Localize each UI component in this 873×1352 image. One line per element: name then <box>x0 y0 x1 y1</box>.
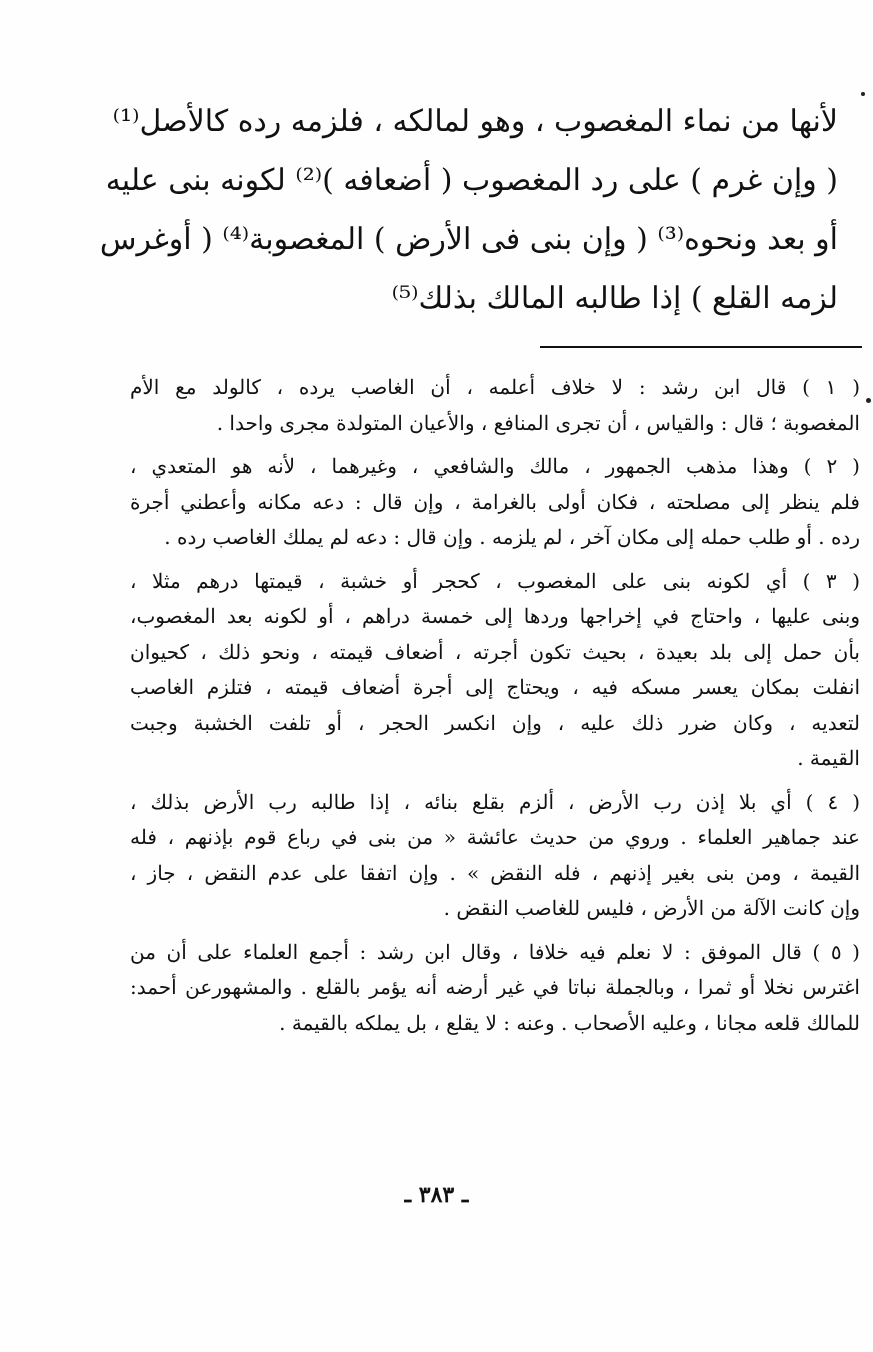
footnote-line: بأن حمل إلى بلد بعيدة ، بحيث تكون أجرته ، أضعاف قيمته ، ونحو ذلك ، كحيوان <box>130 639 860 664</box>
footnote-line: للمالك قلعه مجانا ، وعليه الأصحاب . وعنه : لا يقلع ، بل يملكه بالقيمة . <box>279 1010 860 1035</box>
footnote-2 <box>130 449 860 556</box>
footnote-line: انفلت بمكان يعسر مسكه فيه ، ويحتاج إلى أجرة أضعاف قيمته ، فتلزم الغاصب <box>130 675 861 699</box>
footnote-line: وإن كانت الآلة من الأرض ، فليس للغاصب النقض . <box>443 896 860 920</box>
footnote-line: فلم ينظر إلى مصلحته ، فكان أولى بالغرامة ، وإن قال : دعه مكانه وأعطني أجرة <box>130 489 860 514</box>
footnote-line: رده . أو طلب حمله إلى مكان آخر ، لم يلزمه . وإن قال : دعه لم يملك الغاصب رده . <box>164 525 860 549</box>
footnote-line: ( ٣ ) أي لكونه بنى على المغصوب ، كحجر أو خشبة ، قيمتها درهم مثلا ، <box>130 568 860 593</box>
footnote-divider <box>540 346 862 348</box>
footnote-line: لتعديه ، وكان ضرر ذلك عليه ، وإن انكسر الحجر ، أو تلفت الخشبة وجبت <box>130 710 860 735</box>
footnote-line: ( ١ ) قال ابن رشد : لا خلاف أعلمه ، أن الغاصب يرده ، كالولد مع الأم <box>130 375 860 399</box>
footnote-line: ( ٢ ) وهذا مذهب الجمهور ، مالك والشافعي ، وغيرهما ، لأنه هو المتعدي ، <box>130 454 860 478</box>
footnote-line: القيمة ، ومن بنى بغير إذنهم ، فله النقض » . وإن اتفقا على عدم النقض ، جاز ، <box>130 860 860 885</box>
footnote-5 <box>130 935 860 1042</box>
footnote-line: ( ٤ ) أي بلا إذن رب الأرض ، ألزم بقلع بنائه ، إذا طالبه رب الأرض بذلك ، <box>130 789 861 814</box>
footnote-line: ( ٥ ) قال الموفق : لا نعلم فيه خلافا ، وقال ابن رشد : أجمع العلماء على أن من <box>130 939 860 964</box>
footnote-line: عند جماهير العلماء . وروي من حديث عائشة « من بنى في رباع قوم بإذنهم ، فله <box>130 825 860 849</box>
footnotes-section <box>130 370 860 1049</box>
footnote-line: القيمة . <box>797 746 860 770</box>
main-text-block <box>99 92 838 328</box>
footnote-line: المغصوبة ؛ قال : والقياس ، أن تجرى المنافع ، والأعيان المتولدة مجرى واحدا . <box>216 410 860 435</box>
footnote-1 <box>130 370 860 441</box>
footnote-line: اغترس نخلا أو ثمرا ، وبالجملة نباتا في غير أرضه أنه يؤمر بالقلع . والمشهورعن أحمد: <box>130 975 860 999</box>
footnote-3 <box>130 564 860 777</box>
main-text-line: لأنها من نماء المغصوب ، وهو لمالكه ، فلزمه رده كالأصل⁽¹⁾ <box>112 104 838 139</box>
main-text-line: أو بعد ونحوه⁽³⁾ ( وإن بنى فى الأرض ) المغصوبة⁽⁴⁾ ( أوغرس <box>99 222 838 257</box>
margin-dot <box>866 398 871 403</box>
main-text-line: لزمه القلع ) إذا طالبه المالك بذلك⁽⁵⁾ <box>391 281 838 316</box>
margin-dot <box>861 92 865 96</box>
main-text-line: ( وإن غرم ) على رد المغصوب ( أضعافه )⁽²⁾ لكونه بنى عليه <box>105 163 838 198</box>
page-number: ـ ٣٨٣ ـ <box>404 1182 469 1208</box>
footnote-line: وبنى عليها ، واحتاج في إخراجها وردها إلى خمسة دراهم ، أو لكونه بعد المغصوب، <box>130 604 860 628</box>
footnote-4 <box>130 785 860 927</box>
